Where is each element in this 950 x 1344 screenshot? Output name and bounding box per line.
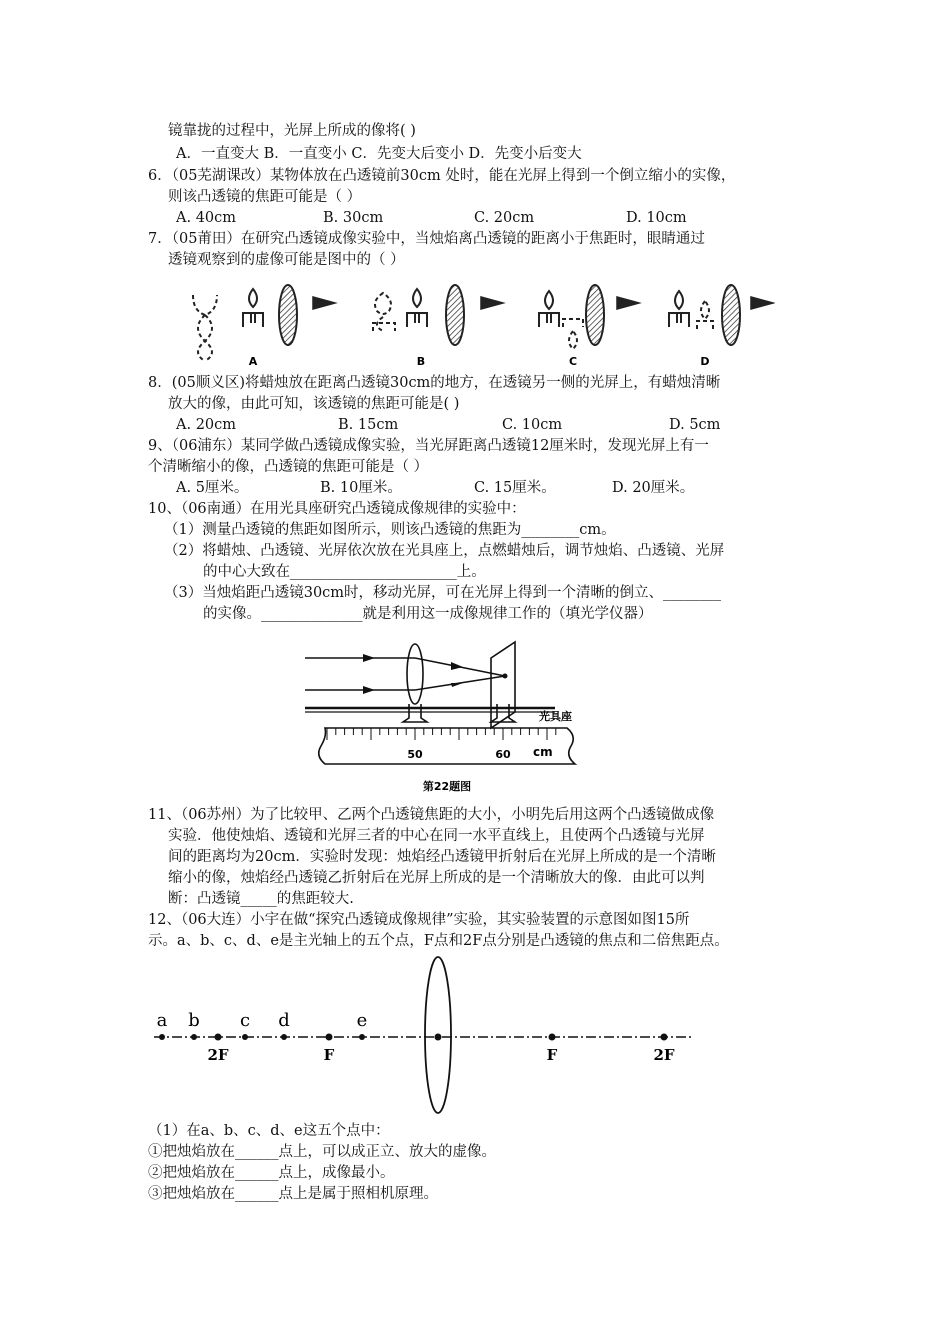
q7-option-d-diagram	[669, 285, 773, 368]
mark-f-right: F	[546, 1046, 558, 1064]
q7-stem-line2: 透镜观察到的虚像可能是图中的（ ）	[168, 252, 405, 268]
q8-stem-line2: 放大的像，由此可知，该透镜的焦距可能是( )	[168, 396, 460, 412]
q11-line2: 实验．他使烛焰、透镜和光屏三者的中心在同一水平直线上，且使两个凸透镜与光屏	[168, 828, 705, 844]
q12-sub1: （1）在a、b、c、d、e这五个点中：	[148, 1123, 390, 1139]
q10-stem: 10、（06南通）在用光具座研究凸透镜成像规律的实验中：	[148, 501, 526, 517]
q7-option-b-diagram	[373, 285, 503, 368]
q5-stem-cont: 镜靠拢的过程中，光屏上所成的像将( )	[168, 123, 416, 139]
point-b: b	[188, 1010, 200, 1031]
q7-option-a-diagram	[193, 285, 335, 368]
q8-option-a: A. 20cm	[176, 417, 237, 433]
mark-2f-right: 2F	[653, 1046, 675, 1064]
mark-f-left: F	[323, 1046, 335, 1064]
q9-option-a: A. 5厘米。	[176, 480, 249, 496]
q8-stem-line1: 8．(05顺义区)将蜡烛放在距离凸透镜30cm的地方，在透镜另一侧的光屏上，有蜡烛清晰	[148, 375, 721, 391]
q11-line1: 11、（06苏州）为了比较甲、乙两个凸透镜焦距的大小，小明先后用这两个凸透镜做成像	[148, 807, 715, 823]
q7-option-c-diagram	[539, 285, 639, 368]
q11-line5: 断：凸透镜_____的焦距较大.	[168, 891, 354, 907]
point-a: a	[156, 1010, 168, 1031]
q6-option-a: A. 40cm	[176, 210, 237, 226]
q12-choice1: ①把烛焰放在______点上，可以成正立、放大的虚像。	[148, 1144, 496, 1160]
q8-option-b: B. 15cm	[338, 417, 399, 433]
q6-stem-line2: 则该凸透镜的焦距可能是（ ）	[168, 189, 362, 205]
q9-stem-line1: 9、（06浦东）某同学做凸透镜成像实验，当光屏距离凸透镜12厘米时，发现光屏上有一	[148, 438, 709, 454]
convex-lens-shape	[407, 644, 423, 704]
tick-label-60: 60	[495, 748, 511, 761]
q8-option-c: C. 10cm	[502, 417, 563, 433]
q6-stem-line1: 6．（05芜湖课改）某物体放在凸透镜前30cm 处时，能在光屏上得到一个倒立缩小的实像，	[148, 168, 736, 184]
q12-line2: 示。a、b、c、d、e是主光轴上的五个点，F点和2F点分别是凸透镜的焦点和二倍焦距点。	[148, 933, 729, 949]
q10-sub3-line2: 的实像。______________就是利用这一成像规律工作的（填光学仪器）	[203, 606, 653, 622]
bench-label: 光具座	[539, 710, 572, 723]
q9-stem-line2: 个清晰缩小的像，凸透镜的焦距可能是（ ）	[148, 459, 429, 475]
q12-choice2: ②把烛焰放在______点上，成像最小。	[148, 1165, 395, 1181]
q10-sub2-line2: 的中心大致在_______________________上。	[203, 564, 486, 580]
q8-option-d: D. 5cm	[669, 417, 721, 433]
light-screen-shape	[491, 642, 515, 728]
q6-option-d: D. 10cm	[626, 210, 687, 226]
figure-caption: 第22题图	[422, 780, 472, 793]
q11-line4: 缩小的像，烛焰经凸透镜乙折射后在光屏上所成的是一个清晰放大的像．由此可以判	[168, 870, 705, 886]
q5-options: A．一直变大 B．一直变小 C．先变大后变小 D．先变小后变大	[176, 146, 582, 162]
q7-label-b: B	[416, 355, 426, 368]
tick-label-50: 50	[407, 748, 423, 761]
q7-stem-line1: 7．（05莆田）在研究凸透镜成像实验中，当烛焰离凸透镜的距离小于焦距时，眼睛通过	[148, 231, 705, 247]
q9-option-d: D. 20厘米。	[612, 480, 695, 496]
q7-candle-figure	[185, 283, 775, 368]
q11-line3: 间的距离均为20cm．实验时发现：烛焰经凸透镜甲折射后在光屏上所成的是一个清晰	[168, 849, 716, 865]
q10-optical-bench-figure	[305, 640, 585, 795]
q6-option-b: B. 30cm	[323, 210, 384, 226]
point-d: d	[278, 1010, 290, 1031]
q7-label-c: C	[568, 355, 578, 368]
q12-axis-figure	[150, 950, 700, 1115]
q10-sub1: （1）测量凸透镜的焦距如图所示，则该凸透镜的焦距为________cm。	[164, 522, 616, 538]
q10-sub2-line1: （2）将蜡烛、凸透镜、光屏依次放在光具座上，点燃蜡烛后，调节烛焰、凸透镜、光屏	[164, 543, 725, 559]
point-e: e	[356, 1010, 368, 1031]
q10-sub3-line1: （3）当烛焰距凸透镜30cm时，移动光屏，可在光屏上得到一个清晰的倒立、________	[164, 585, 722, 601]
point-c: c	[239, 1010, 251, 1031]
q9-option-c: C. 15厘米。	[474, 480, 556, 496]
q12-line1: 12、（06大连）小宇在做“探究凸透镜成像规律”实验，其实验装置的示意图如图15所	[148, 912, 690, 928]
q7-label-a: A	[248, 355, 258, 368]
q12-choice3: ③把烛焰放在______点上是属于照相机原理。	[148, 1186, 438, 1202]
mark-2f-left: 2F	[207, 1046, 229, 1064]
q7-label-d: D	[700, 355, 710, 368]
unit-label: cm	[533, 745, 553, 759]
q9-option-b: B. 10厘米。	[320, 480, 402, 496]
q6-option-c: C. 20cm	[474, 210, 535, 226]
